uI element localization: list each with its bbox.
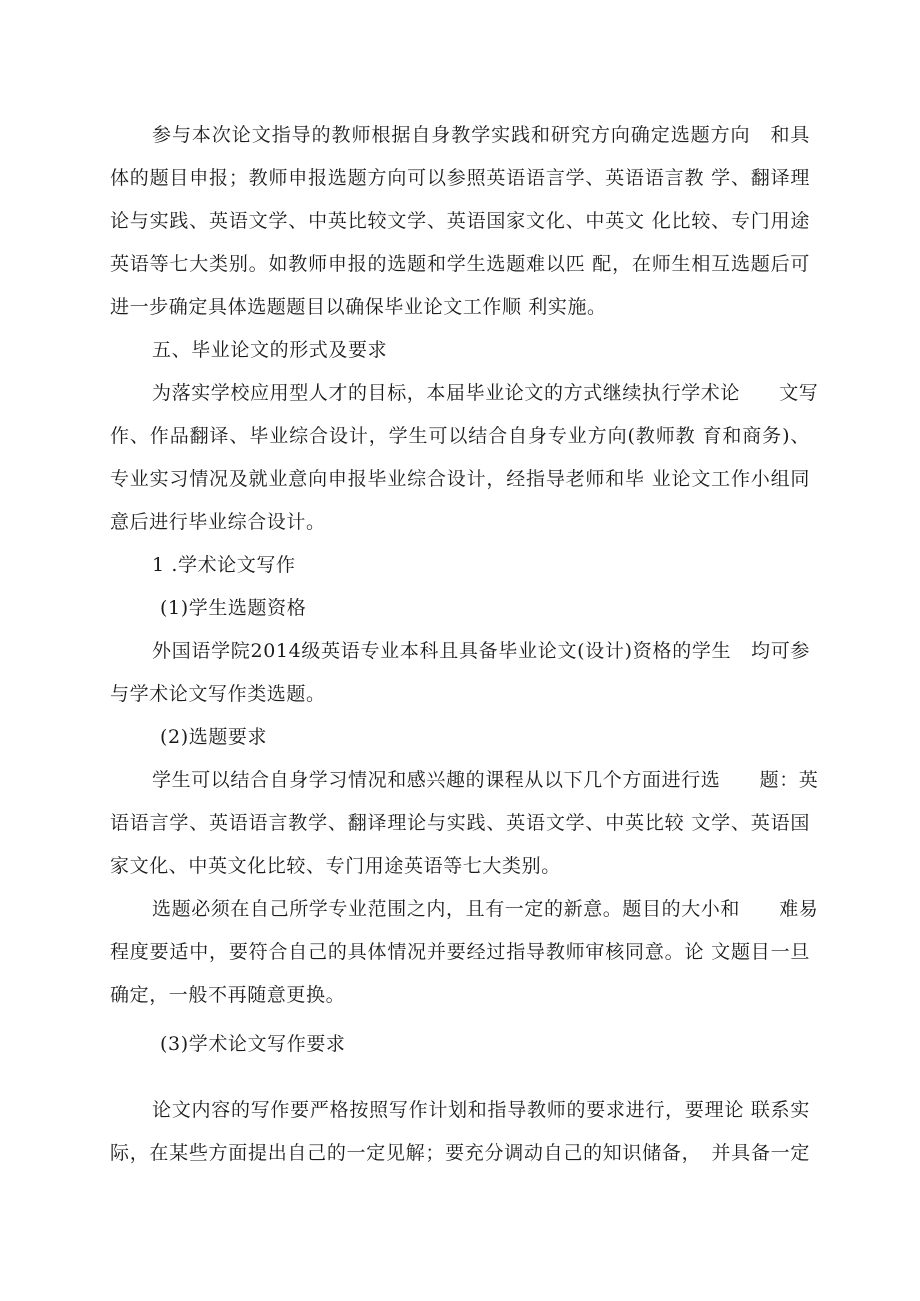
paragraph-line: 参与本次论文指导的教师根据自身教学实践和研究方向确定选题方向 和具 <box>152 124 810 146</box>
paragraph-line: 论与实践、英语文学、中英比较文学、英语国家文化、中英文 化比较、专门用途 <box>110 210 810 232</box>
paragraph-line: 进一步确定具体选题题目以确保毕业论文工作顺 利实施。 <box>110 296 607 318</box>
paragraph-line: 学生可以结合自身学习情况和感兴趣的课程从以下几个方面进行选 题：英 <box>152 769 819 791</box>
paragraph-line: 家文化、中英文化比较、专门用途英语等七大类别。 <box>110 855 561 877</box>
paragraph-line: 语语言学、英语语言教学、翻译理论与实践、英语文学、中英比较 文学、英语国 <box>110 812 810 834</box>
item-heading: (3)学术论文写作要求 <box>160 1033 346 1055</box>
paragraph-line: 际，在某些方面提出自己的一定见解；要充分调动自己的知识储备， 并具备一定 <box>110 1142 810 1164</box>
paragraph-line: 程度要适中，要符合自己的具体情况并要经过指导教师审核同意。论 文题目一旦 <box>110 941 810 963</box>
paragraph-line: 作、作品翻译、毕业综合设计，学生可以结合自身专业方向(教师教 育和商务)、 <box>110 425 810 447</box>
paragraph-line: 专业实习情况及就业意向申报毕业综合设计，经指导老师和毕 业论文工作小组同 <box>110 468 810 490</box>
paragraph-line: 外国语学院2014级英语专业本科且具备毕业论文(设计)资格的学生 均可参 <box>152 640 810 662</box>
paragraph-line: 论文内容的写作要严格按照写作计划和指导教师的要求进行，要理论 联系实 <box>152 1099 810 1121</box>
paragraph-line: 选题必须在自己所学专业范围之内，且有一定的新意。题目的大小和 难易 <box>152 898 819 920</box>
section-heading: 五、毕业论文的形式及要求 <box>152 339 388 361</box>
paragraph-line: 与学术论文写作类选题。 <box>110 683 326 705</box>
paragraph-line: 体的题目申报；教师申报选题方向可以参照英语语言学、英语语言教 学、翻译理 <box>110 167 810 189</box>
paragraph-line: 为落实学校应用型人才的目标，本届毕业论文的方式继续执行学术论 文写 <box>152 382 819 404</box>
item-heading: (1)学生选题资格 <box>160 597 307 619</box>
paragraph-line: 确定，一般不再随意更换。 <box>110 984 346 1006</box>
item-heading: (2)选题要求 <box>160 726 268 748</box>
paragraph-line: 英语等七大类别。如教师申报的选题和学生选题难以匹 配，在师生相互选题后可 <box>110 253 810 275</box>
paragraph-line: 意后进行毕业综合设计。 <box>110 511 326 533</box>
subsection-heading: 1 .学术论文写作 <box>152 554 296 576</box>
